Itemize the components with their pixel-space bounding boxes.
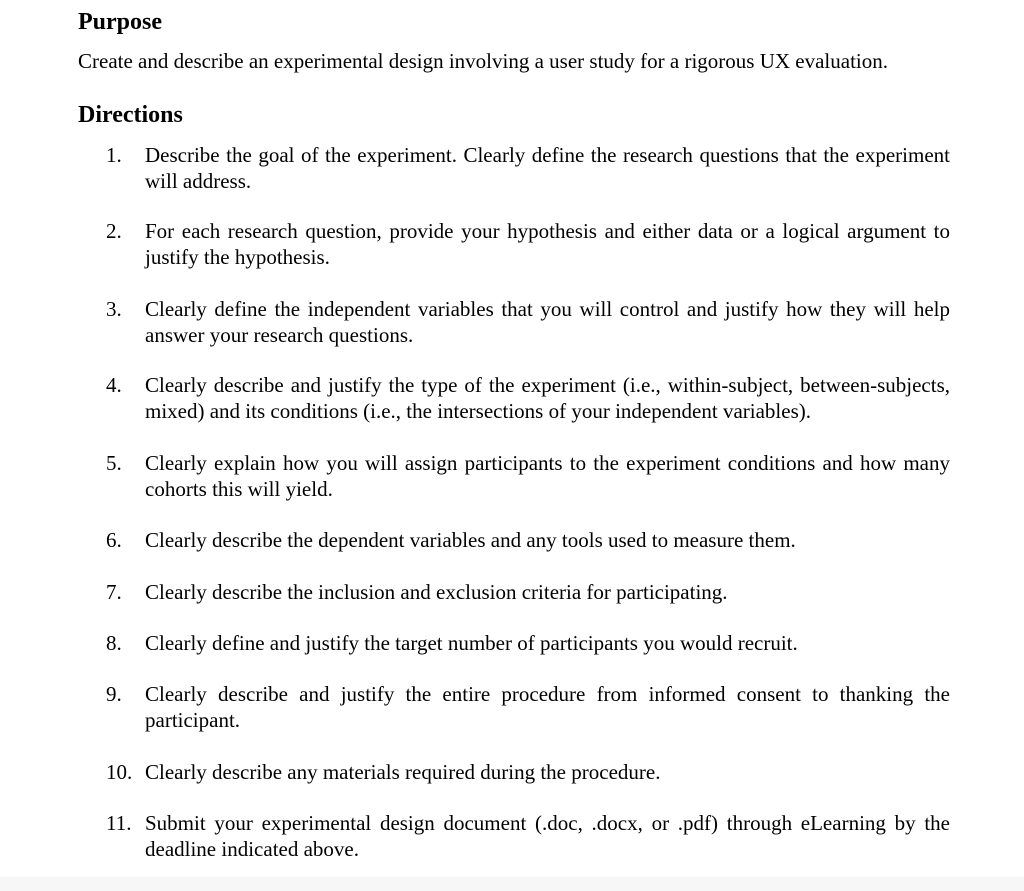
directions-heading: Directions: [78, 102, 183, 128]
page-bottom-edge: [0, 877, 1024, 891]
direction-item-11: [106, 810, 950, 862]
direction-text: Clearly describe and justify the type of the experiment (i.e., within-subject, between-subjects, mixed) and its conditions (i.e., the intersections of your independent variables).: [145, 373, 950, 423]
direction-number: 5.: [106, 451, 122, 475]
direction-item-2: [106, 218, 950, 270]
direction-item-9: [106, 681, 950, 733]
direction-item-6: [106, 527, 950, 553]
direction-number: 2.: [106, 219, 122, 243]
direction-number: 9.: [106, 682, 122, 706]
direction-number: 7.: [106, 580, 122, 604]
direction-item-10: [106, 759, 950, 785]
direction-text: Clearly define the independent variables that you will control and justify how they will help answer your research questions.: [145, 297, 950, 347]
direction-item-8: [106, 630, 950, 656]
direction-number: 8.: [106, 631, 122, 655]
direction-item-5: [106, 450, 950, 502]
direction-text: Describe the goal of the experiment. Clearly define the research questions that the experiment will address.: [145, 143, 950, 193]
direction-text: Clearly describe and justify the entire procedure from informed consent to thanking the participant.: [145, 682, 950, 732]
direction-number: 11.: [106, 811, 132, 835]
direction-number: 1.: [106, 143, 122, 167]
direction-item-3: [106, 296, 950, 348]
direction-text: Clearly describe the dependent variables and any tools used to measure them.: [145, 528, 796, 552]
direction-number: 3.: [106, 297, 122, 321]
direction-item-7: [106, 579, 950, 605]
direction-text: Clearly define and justify the target number of participants you would recruit.: [145, 631, 798, 655]
direction-text: Clearly describe any materials required during the procedure.: [145, 760, 661, 784]
direction-text: For each research question, provide your hypothesis and either data or a logical argument to justify the hypothesis.: [145, 219, 950, 269]
direction-item-1: [106, 142, 950, 194]
direction-number: 6.: [106, 528, 122, 552]
direction-number: 10.: [106, 760, 133, 784]
direction-number: 4.: [106, 373, 122, 397]
direction-item-4: [106, 372, 950, 424]
direction-text: Clearly explain how you will assign participants to the experiment conditions and how many cohorts this will yield.: [145, 451, 950, 501]
direction-text: Submit your experimental design document (.doc, .docx, or .pdf) through eLearning by the deadline indicated above.: [145, 811, 950, 861]
purpose-heading: Purpose: [78, 9, 162, 35]
direction-text: Clearly describe the inclusion and exclusion criteria for participating.: [145, 580, 728, 604]
purpose-text: Create and describe an experimental design involving a user study for a rigorous UX evaluation.: [78, 49, 889, 73]
